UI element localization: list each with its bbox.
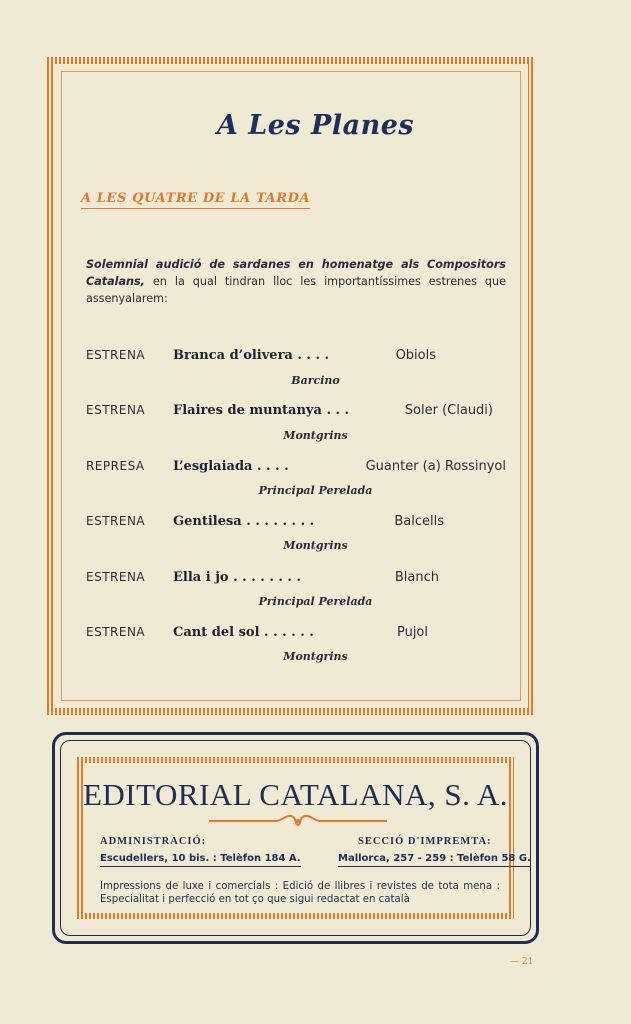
row-kind: ESTRENA bbox=[86, 348, 146, 362]
work-title: Branca d’olivera bbox=[173, 348, 293, 363]
programme-row bbox=[86, 403, 516, 419]
row-work bbox=[173, 348, 329, 363]
leader-dots: . . . . . . . . bbox=[246, 514, 315, 529]
intro-bold: Solemnial audició de sardanes en homenatge als Compositors Catalans, bbox=[86, 258, 506, 288]
programme-row bbox=[86, 459, 516, 475]
row-cobla: Barcino bbox=[291, 374, 340, 387]
row-work bbox=[173, 459, 289, 474]
row-composer: Balcells bbox=[394, 514, 444, 529]
row-kind: ESTRENA bbox=[86, 570, 146, 584]
leader-dots: . . . . . . . . bbox=[233, 570, 301, 585]
row-work bbox=[173, 514, 314, 529]
work-title: Flaires de muntanya bbox=[173, 403, 322, 418]
row-composer: Guanter (a) Rossinyol bbox=[365, 459, 506, 474]
programme-row bbox=[86, 514, 516, 530]
work-title: Ella i jo bbox=[173, 570, 229, 585]
programme-row bbox=[86, 570, 516, 586]
advert-text: Impressions de luxe i comercials : Edició de llibres i revistes de tota mena : Especialitat i perfecció en tot ço que sigui redactat en català bbox=[100, 881, 500, 905]
work-title: L’esglaiada bbox=[173, 459, 253, 474]
page-title: A Les Planes bbox=[216, 110, 415, 141]
print-section-label: SECCIÓ D'IMPREMTA: bbox=[358, 836, 492, 847]
row-kind: ESTRENA bbox=[86, 625, 146, 639]
row-cobla: Principal Perelada bbox=[258, 484, 373, 497]
leader-dots: . . . . bbox=[257, 459, 289, 474]
scroll-ornament-icon bbox=[205, 813, 391, 829]
row-composer: Blanch bbox=[394, 570, 439, 585]
advertisement bbox=[52, 732, 539, 944]
row-work bbox=[173, 570, 301, 585]
row-composer: Obiols bbox=[395, 348, 436, 363]
row-composer: Soler (Claudi) bbox=[404, 403, 493, 418]
leader-dots: . . . . . . bbox=[264, 625, 314, 640]
time-subheading: A LES QUATRE DE LA TARDA bbox=[81, 191, 310, 209]
programme-row bbox=[86, 625, 516, 641]
row-kind: REPRESA bbox=[86, 459, 145, 473]
work-title: Cant del sol bbox=[173, 625, 260, 640]
leader-dots: . . . . bbox=[297, 348, 330, 363]
row-kind: ESTRENA bbox=[86, 403, 146, 417]
work-title: Gentilesa bbox=[173, 514, 242, 529]
leader-dots: . . . bbox=[326, 403, 350, 418]
intro-rest: en la qual tindran lloc les importantíssimes estrenes que assenyalarem: bbox=[86, 275, 506, 305]
row-cobla: Montgrins bbox=[283, 650, 348, 663]
admin-label: ADMINISTRACIÓ: bbox=[100, 836, 207, 847]
row-composer: Pujol bbox=[396, 625, 428, 640]
row-kind: ESTRENA bbox=[86, 514, 146, 528]
row-cobla: Montgrins bbox=[283, 539, 348, 552]
intro-paragraph bbox=[86, 256, 506, 307]
row-cobla: Principal Perelada bbox=[258, 595, 373, 608]
row-work bbox=[173, 403, 349, 418]
admin-address: Escudellers, 10 bis. : Telèfon 184 A. bbox=[100, 853, 301, 867]
row-cobla: Montgrins bbox=[283, 429, 348, 442]
page-number: — 21 bbox=[510, 957, 534, 967]
print-address: Mallorca, 257 - 259 : Telèfon 58 G. bbox=[338, 853, 531, 867]
row-work bbox=[173, 625, 314, 640]
programme-row bbox=[86, 348, 516, 364]
advert-company-name: EDITORIAL CATALANA, S. A. bbox=[82, 777, 509, 812]
